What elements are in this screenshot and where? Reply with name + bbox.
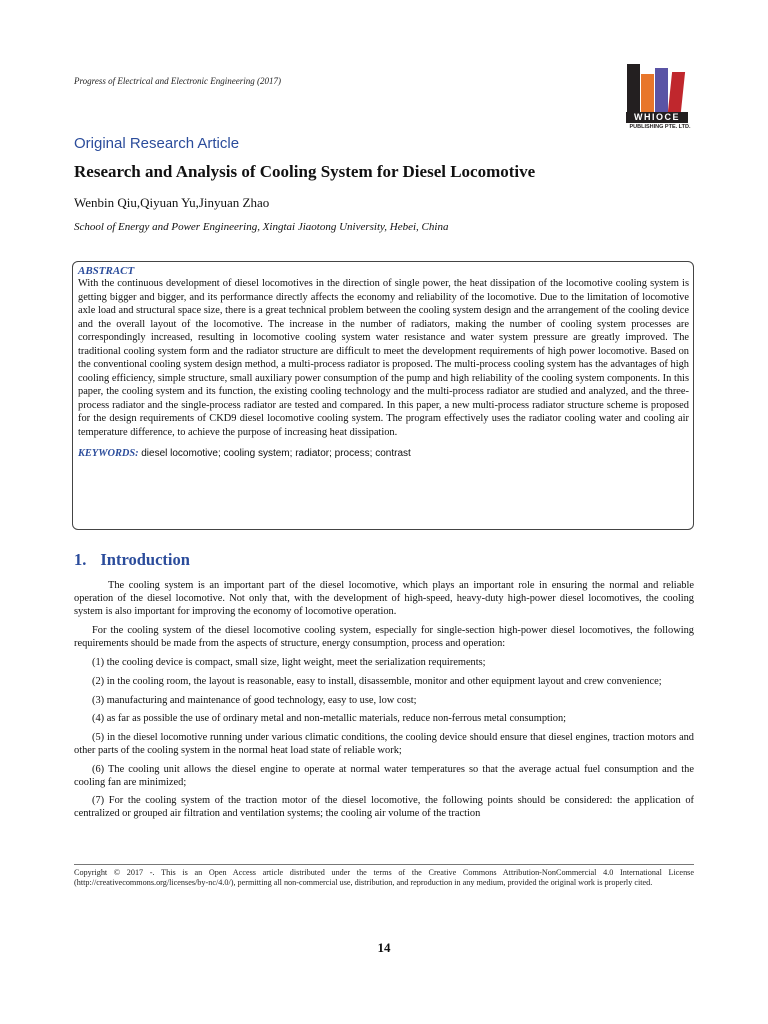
publisher-logo [624,60,696,132]
logo-brand-text: WHIOCE [626,112,688,123]
abstract-text: With the continuous development of diesel locomotives in the direction of single power, the heat dissipation of the locomotive cooling system is getting bigger and bigger, and its performance directly affects the economy and reliability of the locomotive. Due to the limitation of locomotive axle load and structural space size, there is a great technical problem between the cooling system design and the arrangement of the cooling device and the overall layout of the locomotive. The increase in the number of radiators, making the number of cooling system processes are correspondingly increased, resulting in locomotive cooling system water resistance and water system pressure are greatly improved. The traditional cooling system form and the radiator structure are difficult to meet the development requirements of high power locomotive. Based on the conventional cooling system design method, a multi-process radiator is proposed. The multi-process cooling system has the advantages of high cooling efficiency, simple structure, small auxiliary power consumption of the pump and high reliability of the cooling system components. In this paper, the cooling system and its function, the existing cooling technology and the multi-process radiator are studied and analyzed, and the three-process radiator and the single-process radiator are tested and compared. In this paper, a new multi-process radiator structure scheme is proposed for the design requirements of CKD9 diesel locomotive cooling system. The program effectively uses the radiator cooling water and cooling air temperature difference, to achieve the purpose of increasing heat dissipation. [78,278,689,438]
article-type: Original Research Article [74,135,240,152]
footer-divider [74,864,694,865]
list-item: (5) in the diesel locomotive running under various climatic conditions, the cooling device should ensure that diesel engines, traction motors and other parts of the cooling system in the normal heat load state of reliable work; [74,732,694,756]
section-number: 1. [74,550,87,569]
keywords-text: diesel locomotive; cooling system; radiator; process; contrast [141,448,411,459]
logo-bar [668,72,685,112]
logo-bar [627,64,640,112]
logo-bar [641,74,654,112]
list-item: (4) as far as possible the use of ordinary metal and non-metallic materials, reduce non-ferrous metal consumption; [92,713,567,725]
affiliation: School of Energy and Power Engineering, Xingtai Jiaotong University, Hebei, China [74,221,449,233]
list-item: (2) in the cooling room, the layout is reasonable, easy to install, disassemble, monitor and other equipment layout and crew convenience; [92,675,662,687]
keywords-line [78,447,689,460]
body-text [74,580,694,827]
paragraph: The cooling system is an important part of the diesel locomotive, which plays an important role in ensuring the normal and reliable operation of the diesel locomotive. Not only that, with the development of high-speed, heavy-duty high-power diesel locomotives, the cooling system is also important for improving the economy of locomotive operation. [74,580,694,617]
section-heading [74,550,190,570]
paragraph: For the cooling system of the diesel locomotive cooling system, especially for single-section high-power diesel locomotives, the following requirements should be made from the aspects of structure, energy consumption, process and operation: [74,625,694,650]
abstract-heading: ABSTRACT [78,265,135,277]
abstract-box [72,261,694,530]
list-item: (3) manufacturing and maintenance of good technology, easy to use, low cost; [92,694,417,706]
author-list: Wenbin Qiu,Qiyuan Yu,Jinyuan Zhao [74,195,270,210]
logo-subtitle: PUBLISHING PTE. LTD. [629,124,691,130]
list-item: (1) the cooling device is compact, small size, light weight, meet the serialization requirements; [92,656,486,668]
list-item: (6) The cooling unit allows the diesel engine to operate at normal water temperatures so that the average actual fuel consumption and the cooling fan are minimized; [74,763,694,788]
copyright-notice: Copyright © 2017 -. This is an Open Access article distributed under the terms of the Creative Commons Attribution-NonCommercial 4.0 International License (http://creativecommons.org/licenses/by-nc/4.0/), permitting all non-commercial use, distribution, and reproduction in any medium, provided the original work is properly cited. [74,868,694,887]
paper-title: Research and Analysis of Cooling System for Diesel Locomotive [74,162,536,181]
journal-name: Progress of Electrical and Electronic Engineering (2017) [74,76,281,86]
page-number: 14 [377,940,391,955]
list-item: (7) For the cooling system of the traction motor of the diesel locomotive, the following points should be considered: the application of centralized or grouped air filtration and ventilation systems; the cooling air volume of the traction [74,795,694,820]
logo-bar [655,68,668,112]
keywords-label: KEYWORDS: [78,448,139,459]
section-title: Introduction [100,550,190,569]
